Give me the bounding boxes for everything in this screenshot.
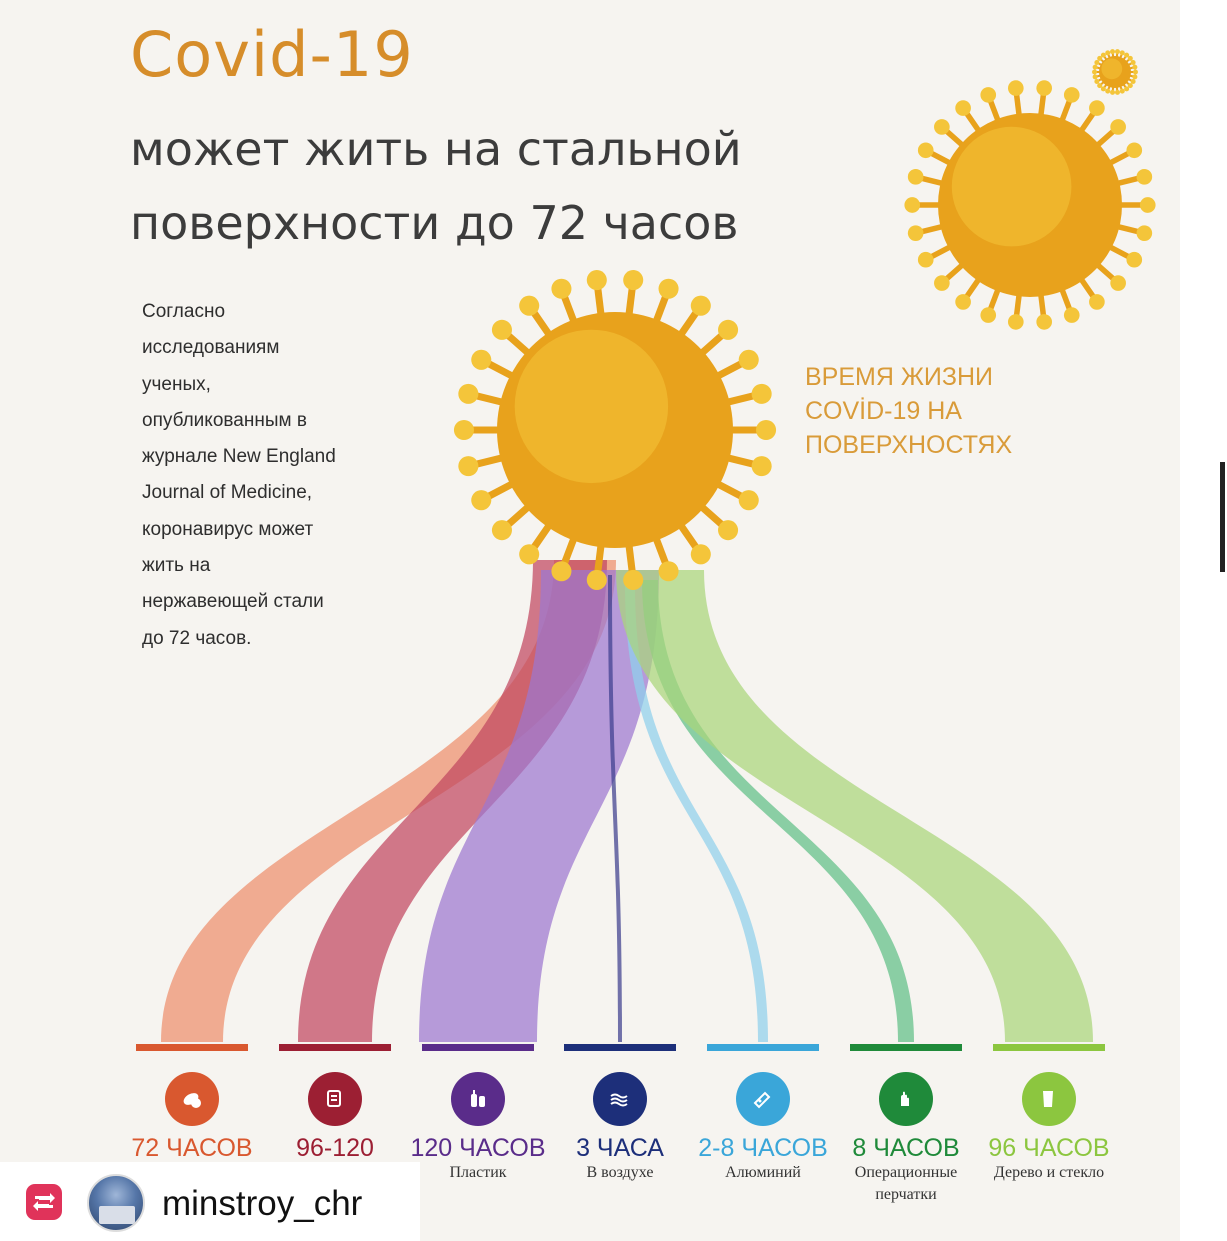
category-column: [836, 1044, 976, 1206]
category-bar: [850, 1044, 962, 1051]
intro-line: журнале New England: [142, 446, 336, 468]
main-virus: [454, 270, 776, 590]
category-value: 72 ЧАСОВ: [131, 1134, 253, 1162]
category-value: 96-120: [296, 1134, 374, 1162]
intro-line: опубликованным в: [142, 409, 307, 431]
intro-line: Согласно: [142, 301, 226, 322]
category-bar: [279, 1044, 391, 1051]
category-column: [979, 1044, 1119, 1184]
repost-footer: [0, 1162, 420, 1241]
category-value: 3 ЧАСА: [576, 1134, 664, 1162]
category-column: [550, 1044, 690, 1184]
category-label: Дерево и стекло: [993, 1164, 1105, 1181]
category-value: 8 ЧАСОВ: [852, 1134, 960, 1162]
gloves-icon: [879, 1072, 933, 1126]
pills-icon: [165, 1072, 219, 1126]
intro-line: коронавирус может: [142, 518, 314, 540]
avatar[interactable]: [87, 1174, 145, 1232]
bottles-icon: [451, 1072, 505, 1126]
intro-line: исследованиям: [142, 337, 280, 359]
category-bar: [422, 1044, 534, 1051]
subtitle-line-1: может жить на стальной: [130, 122, 742, 176]
username[interactable]: minstroy_chr: [162, 1184, 363, 1223]
side-heading-line: ПОВЕРХНОСТЯХ: [805, 431, 1013, 459]
category-value: 96 ЧАСОВ: [988, 1134, 1110, 1162]
viruses: [454, 49, 1156, 590]
category-bar: [136, 1044, 248, 1051]
intro-line: жить на: [142, 555, 211, 577]
side-heading-line: COVİD-19 НА: [805, 397, 962, 425]
category-bar: [564, 1044, 676, 1051]
paper-icon: [308, 1072, 362, 1126]
side-heading: [805, 360, 1065, 462]
right-margin: [1180, 0, 1227, 1241]
category-label: В воздухе: [586, 1164, 654, 1181]
poster-title: Covid-19: [130, 18, 414, 91]
side-virus: [904, 80, 1155, 329]
category-column: [693, 1044, 833, 1184]
category-column: [122, 1044, 262, 1162]
category-column: [408, 1044, 548, 1184]
scrollbar-thumb[interactable]: [1220, 462, 1225, 572]
subtitle-line-2: поверхности до 72 часов: [130, 196, 739, 250]
side-heading-line: ВРЕМЯ ЖИЗНИ: [805, 363, 994, 391]
category-label: Алюминий: [725, 1164, 801, 1181]
intro-line: нержавеющей стали: [142, 591, 324, 613]
intro-line: до 72 часов.: [142, 627, 252, 649]
category-bar: [707, 1044, 819, 1051]
glass-icon: [1022, 1072, 1076, 1126]
intro-text: [142, 294, 382, 657]
intro-line: ученых,: [142, 373, 211, 395]
category-label: Операционные перчатки: [854, 1164, 958, 1203]
foil-icon: [736, 1072, 790, 1126]
category-value: 120 ЧАСОВ: [410, 1134, 546, 1162]
category-column: [265, 1044, 405, 1162]
category-value: 2-8 ЧАСОВ: [698, 1134, 828, 1162]
intro-line: Journal of Medicine,: [142, 482, 313, 504]
category-bar: [993, 1044, 1105, 1051]
small-virus: [1092, 49, 1138, 95]
repost-icon[interactable]: [24, 1182, 64, 1222]
category-label: Пластик: [449, 1164, 507, 1181]
air-icon: [593, 1072, 647, 1126]
